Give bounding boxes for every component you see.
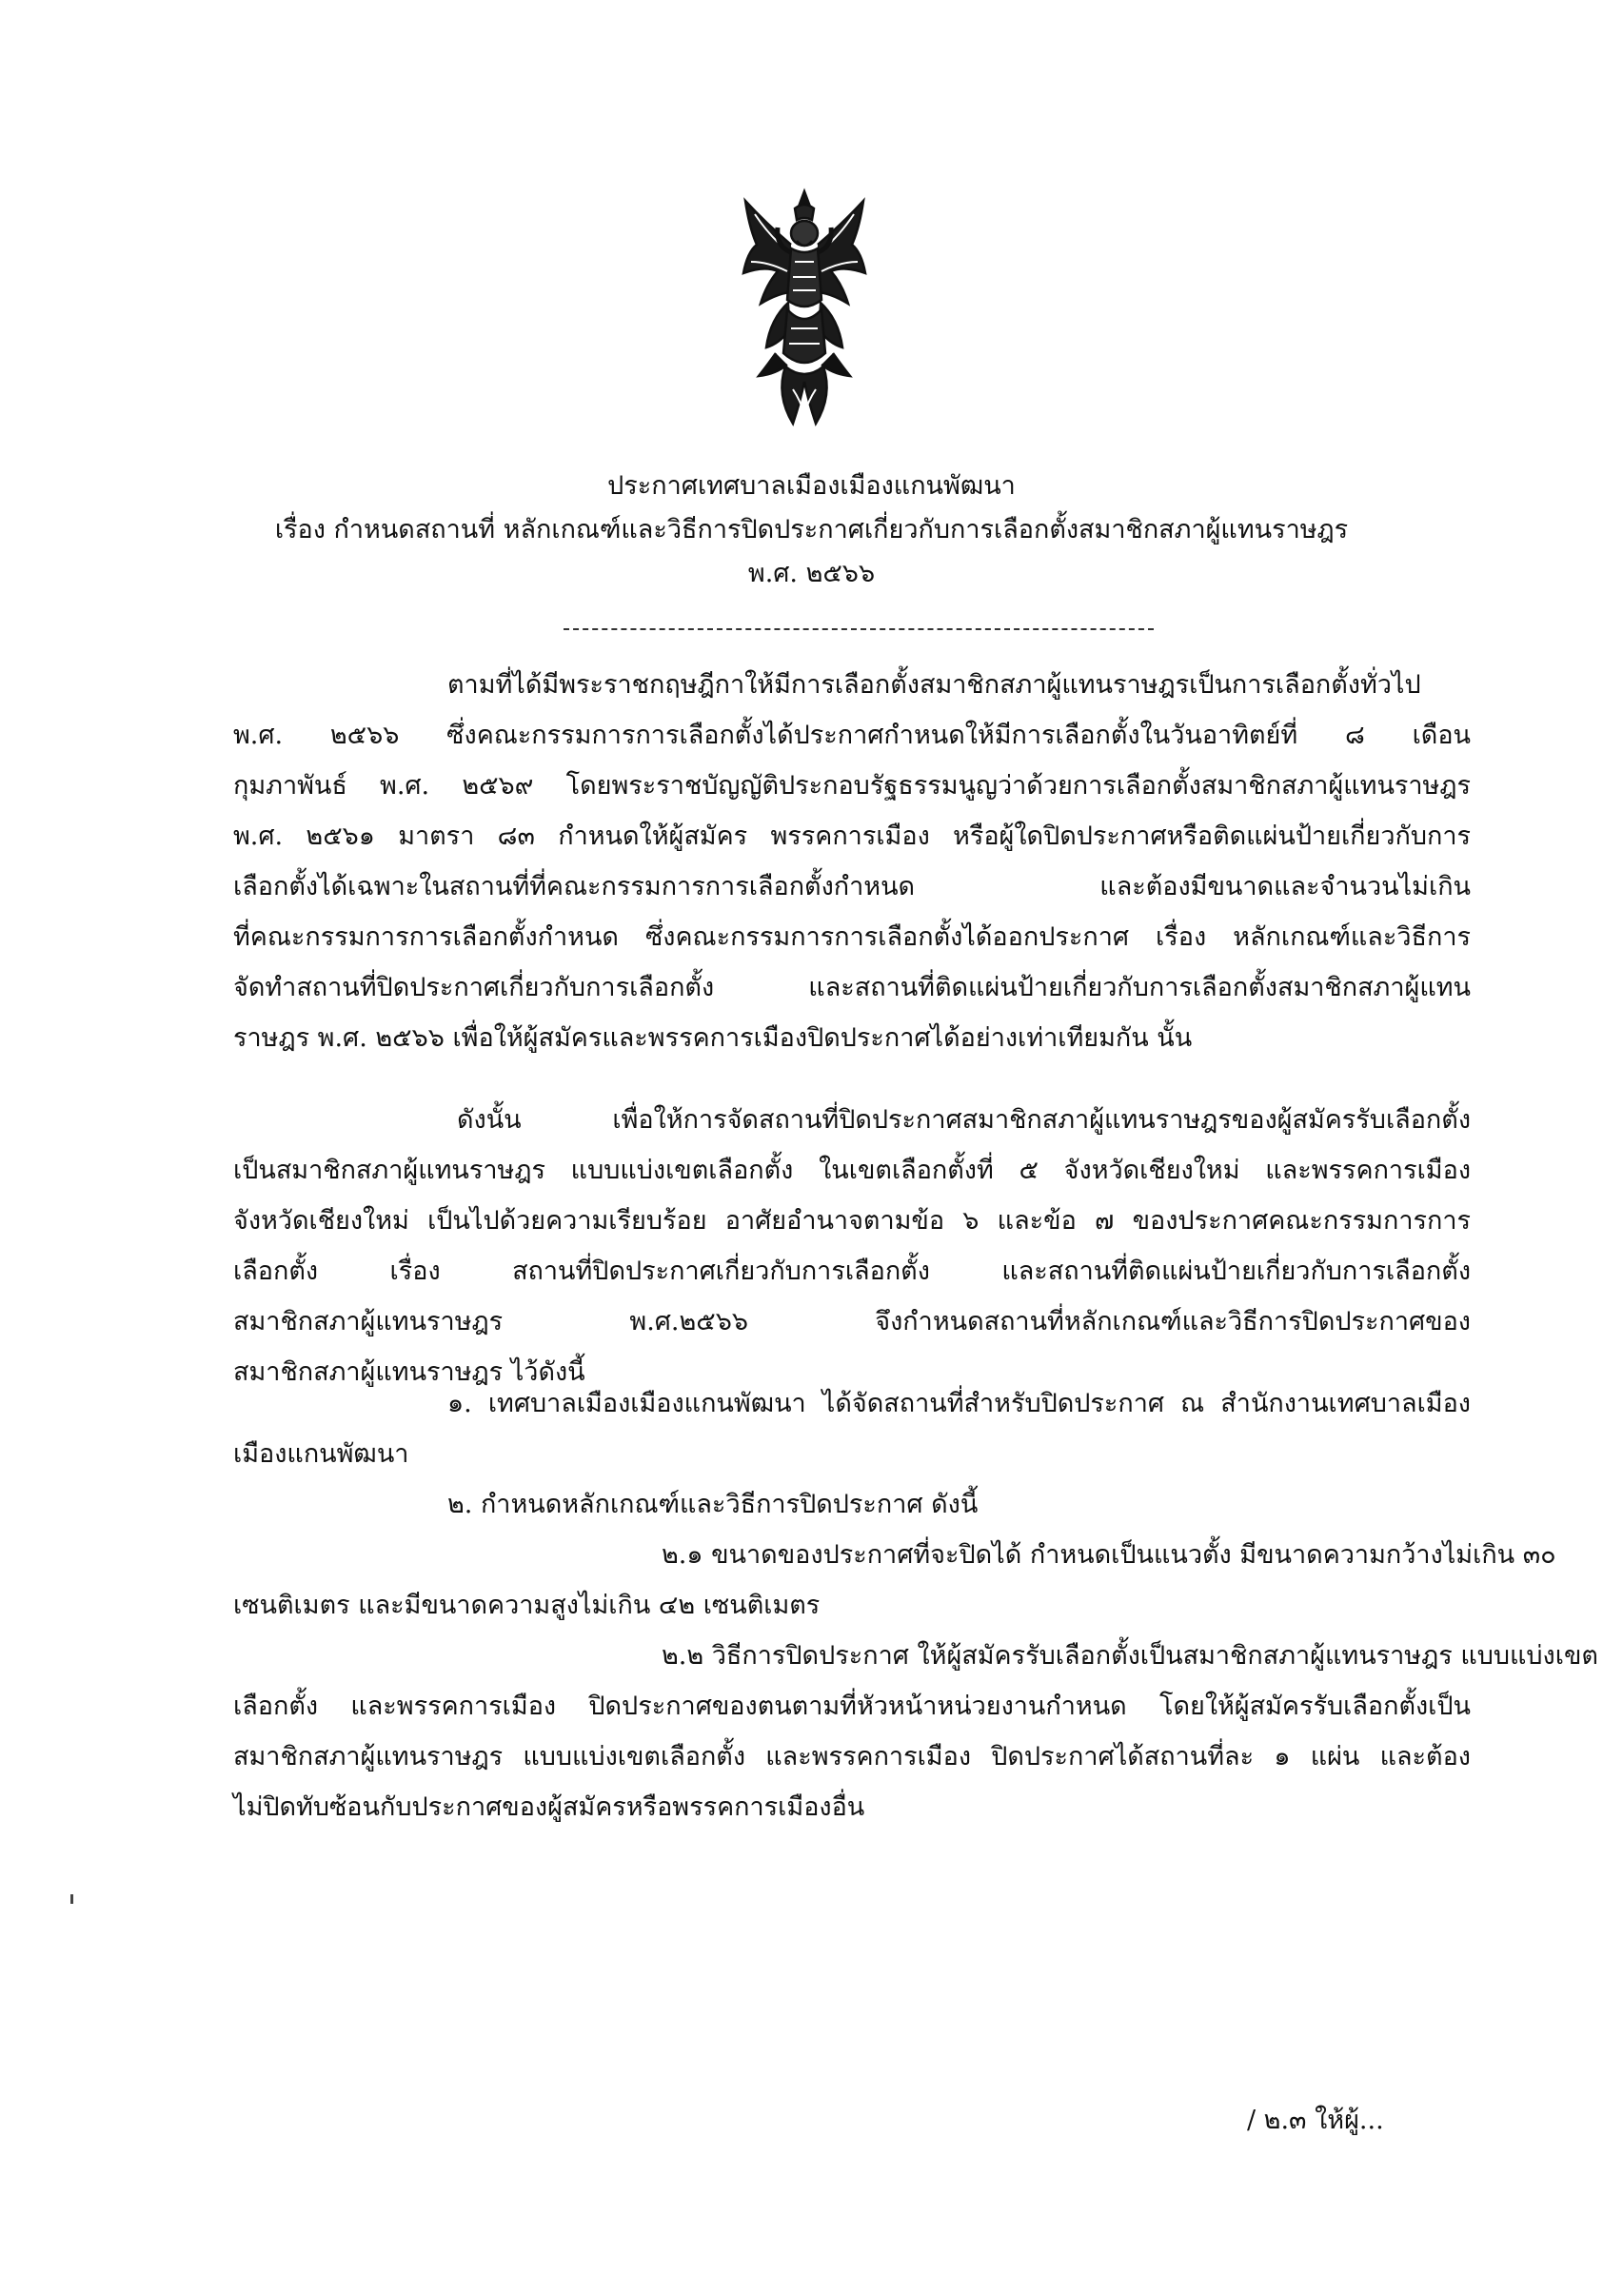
scan-speck	[70, 1894, 73, 1904]
item-1-line: เมืองแกนพัฒนา	[233, 1439, 409, 1469]
paragraph-line: เป็นสมาชิกสภาผู้แทนราษฎร แบบแบ่งเขตเลือกตั้ง ในเขตเลือกตั้งที่ ๕ จังหวัดเชียงใหม่ และพรรคการเมือง	[233, 1156, 1471, 1185]
paragraph-line: จัดทำสถานที่ปิดประกาศเกี่ยวกับการเลือกตั้ง และสถานที่ติดแผ่นป้ายเกี่ยวกับการเลือกตั้งสมาชิกสภาผู้แทน	[233, 973, 1471, 1002]
paragraph-items	[233, 1378, 1598, 1832]
paragraph-line: ราษฎร พ.ศ. ๒๕๖๖ เพื่อให้ผู้สมัครและพรรคการเมืองปิดประกาศได้อย่างเท่าเทียมกัน นั้น	[233, 1023, 1193, 1053]
item-2-2-line: ไม่ปิดทับซ้อนกับประกาศของผู้สมัครหรือพรรคการเมืองอื่น	[233, 1792, 865, 1822]
heading-title: ประกาศเทศบาลเมืองเมืองแกนพัฒนา	[607, 471, 1016, 501]
paragraph-line: สมาชิกสภาผู้แทนราษฎร ไว้ดังนี้	[233, 1357, 585, 1387]
item-2-1-line: ๒.๑ ขนาดของประกาศที่จะปิดได้ กำหนดเป็นแนวตั้ง มีขนาดความกว้างไม่เกิน ๓๐	[662, 1540, 1556, 1570]
paragraph-line: พ.ศ. ๒๕๖๖ ซึ่งคณะกรรมการการเลือกตั้งได้ประกาศกำหนดให้มีการเลือกตั้งในวันอาทิตย์ที่ ๘ เดือน	[233, 721, 1471, 750]
paragraph-line: สมาชิกสภาผู้แทนราษฎร พ.ศ.๒๕๖๖ จึงกำหนดสถานที่หลักเกณฑ์และวิธีการปิดประกาศของ	[233, 1307, 1471, 1336]
document-heading	[0, 465, 1623, 596]
item-2-1-line: เซนติเมตร และมีขนาดความสูงไม่เกิน ๔๒ เซนติเมตร	[233, 1591, 821, 1620]
garuda-emblem-icon	[738, 186, 871, 433]
paragraph-resolution	[233, 1095, 1471, 1397]
paragraph-line: กุมภาพันธ์ พ.ศ. ๒๕๖๙ โดยพระราชบัญญัติประกอบรัฐธรรมนูญว่าด้วยการเลือกตั้งสมาชิกสภาผู้แทนราษฎร	[233, 771, 1471, 801]
item-2-2-line: สมาชิกสภาผู้แทนราษฎร แบบแบ่งเขตเลือกตั้ง และพรรคการเมือง ปิดประกาศได้สถานที่ละ ๑ แผ่น และต้อง	[233, 1742, 1471, 1771]
page-continuation: / ๒.๓ ให้ผู้...	[1247, 2106, 1384, 2135]
item-2-2-line: เลือกตั้ง และพรรคการเมือง ปิดประกาศของตนตามที่หัวหน้าหน่วยงานกำหนด โดยให้ผู้สมัครรับเลือกตั้งเป็น	[233, 1692, 1471, 1721]
heading-subject: เรื่อง กำหนดสถานที่ หลักเกณฑ์และวิธีการปิดประกาศเกี่ยวกับการเลือกตั้งสมาชิกสภาผู้แทนราษฎร	[274, 515, 1349, 544]
paragraph-line: เลือกตั้งได้เฉพาะในสถานที่ที่คณะกรรมการการเลือกตั้งกำหนด และต้องมีขนาดและจำนวนไม่เกิน	[233, 872, 1471, 901]
paragraph-line: เลือกตั้ง เรื่อง สถานที่ปิดประกาศเกี่ยวกับการเลือกตั้ง และสถานที่ติดแผ่นป้ายเกี่ยวกับการเลือกตั้ง	[233, 1257, 1471, 1286]
item-1-line: ๑. เทศบาลเมืองเมืองแกนพัฒนา ได้จัดสถานที่สำหรับปิดประกาศ ณ สำนักงานเทศบาลเมือง	[447, 1389, 1471, 1418]
item-2-2-line: ๒.๒ วิธีการปิดประกาศ ให้ผู้สมัครรับเลือกตั้งเป็นสมาชิกสภาผู้แทนราษฎร แบบแบ่งเขต	[662, 1641, 1598, 1671]
paragraph-line: ตามที่ได้มีพระราชกฤษฎีกาให้มีการเลือกตั้งสมาชิกสภาผู้แทนราษฎรเป็นการเลือกตั้งทั่วไป	[447, 670, 1421, 700]
paragraph-line: ดังนั้น เพื่อให้การจัดสถานที่ปิดประกาศสมาชิกสภาผู้แทนราษฎรของผู้สมัครรับเลือกตั้ง	[457, 1105, 1471, 1135]
paragraph-line: ที่คณะกรรมการการเลือกตั้งกำหนด ซึ่งคณะกรรมการการเลือกตั้งได้ออกประกาศ เรื่อง หลักเกณฑ์และวิธีการ	[233, 922, 1471, 952]
heading-year: พ.ศ. ๒๕๖๖	[747, 559, 876, 588]
item-2: ๒. กำหนดหลักเกณฑ์และวิธีการปิดประกาศ ดังนี้	[447, 1490, 979, 1519]
paragraph-line: พ.ศ. ๒๕๖๑ มาตรา ๘๓ กำหนดให้ผู้สมัคร พรรคการเมือง หรือผู้ใดปิดประกาศหรือติดแผ่นป้ายเกี่ยวกับการ	[233, 821, 1471, 851]
heading-divider	[564, 628, 1154, 630]
paragraph-line: จังหวัดเชียงใหม่ เป็นไปด้วยความเรียบร้อย อาศัยอำนาจตามข้อ ๖ และข้อ ๗ ของประกาศคณะกรรมการการ	[233, 1206, 1471, 1236]
paragraph-preamble	[233, 660, 1471, 1063]
